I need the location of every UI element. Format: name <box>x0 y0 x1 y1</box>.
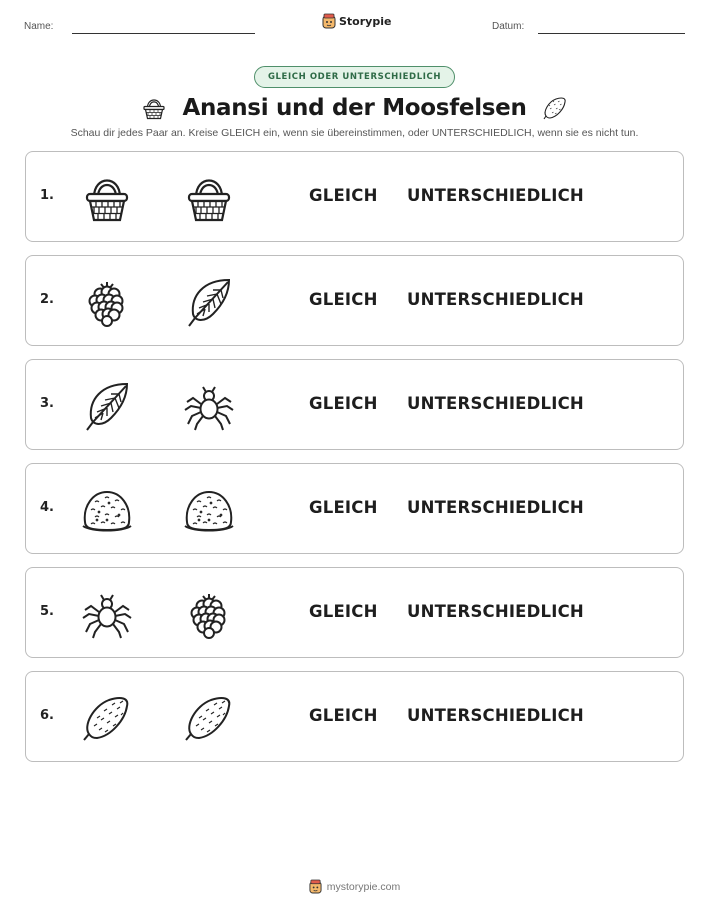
leaf-icon <box>79 378 135 434</box>
title-row <box>0 91 709 125</box>
brand-name: Storypie <box>339 14 392 28</box>
exercise-row <box>25 567 684 658</box>
exercise-number: 5. <box>40 604 54 619</box>
worksheet-type-badge: GLEICH ODER UNTERSCHIEDLICH <box>254 66 455 88</box>
mossy-rock-icon <box>541 94 569 122</box>
page-title: Anansi und der Moosfelsen <box>182 95 527 121</box>
footer <box>0 879 709 894</box>
spider-icon <box>181 378 237 434</box>
exercise-row <box>25 359 684 450</box>
date-line <box>538 33 685 34</box>
exercise-row <box>25 255 684 346</box>
option-same[interactable]: GLEICH <box>309 602 378 621</box>
raspberry-icon <box>181 586 237 642</box>
exercise-number: 6. <box>40 708 54 723</box>
option-different[interactable]: UNTERSCHIEDLICH <box>407 290 584 309</box>
option-same[interactable]: GLEICH <box>309 498 378 517</box>
moss-rock-icon <box>79 482 135 538</box>
date-label: Datum: <box>492 21 525 32</box>
option-different[interactable]: UNTERSCHIEDLICH <box>407 186 584 205</box>
option-same[interactable]: GLEICH <box>309 394 378 413</box>
exercise-number: 1. <box>40 188 54 203</box>
option-same[interactable]: GLEICH <box>309 290 378 309</box>
option-different[interactable]: UNTERSCHIEDLICH <box>407 602 584 621</box>
option-same[interactable]: GLEICH <box>309 186 378 205</box>
raspberry-icon <box>79 274 135 330</box>
name-line <box>72 33 255 34</box>
instructions: Schau dir jedes Paar an. Kreise GLEICH ein, wenn sie übereinstimmen, oder UNTERSCHIEDLICH, wenn sie es nicht tun. <box>70 127 639 139</box>
seed-pod-icon <box>79 690 135 746</box>
option-same[interactable]: GLEICH <box>309 706 378 725</box>
option-different[interactable]: UNTERSCHIEDLICH <box>407 394 584 413</box>
exercise-row <box>25 463 684 554</box>
exercise-number: 4. <box>40 500 54 515</box>
exercise-row <box>25 151 684 242</box>
footer-url[interactable]: mystorypie.com <box>326 880 401 893</box>
storypie-mascot-icon <box>322 13 336 29</box>
option-different[interactable]: UNTERSCHIEDLICH <box>407 706 584 725</box>
worksheet-header <box>0 0 709 44</box>
name-label: Name: <box>24 21 54 32</box>
basket-icon <box>79 170 135 226</box>
exercise-row <box>25 671 684 762</box>
basket-icon <box>140 94 168 122</box>
option-different[interactable]: UNTERSCHIEDLICH <box>407 498 584 517</box>
exercise-number: 3. <box>40 396 54 411</box>
spider-icon <box>79 586 135 642</box>
storypie-mascot-icon <box>309 879 322 894</box>
seed-pod-icon <box>181 690 237 746</box>
basket-icon <box>181 170 237 226</box>
moss-rock-icon <box>181 482 237 538</box>
leaf-icon <box>181 274 237 330</box>
exercise-number: 2. <box>40 292 54 307</box>
brand-logo <box>322 13 391 29</box>
